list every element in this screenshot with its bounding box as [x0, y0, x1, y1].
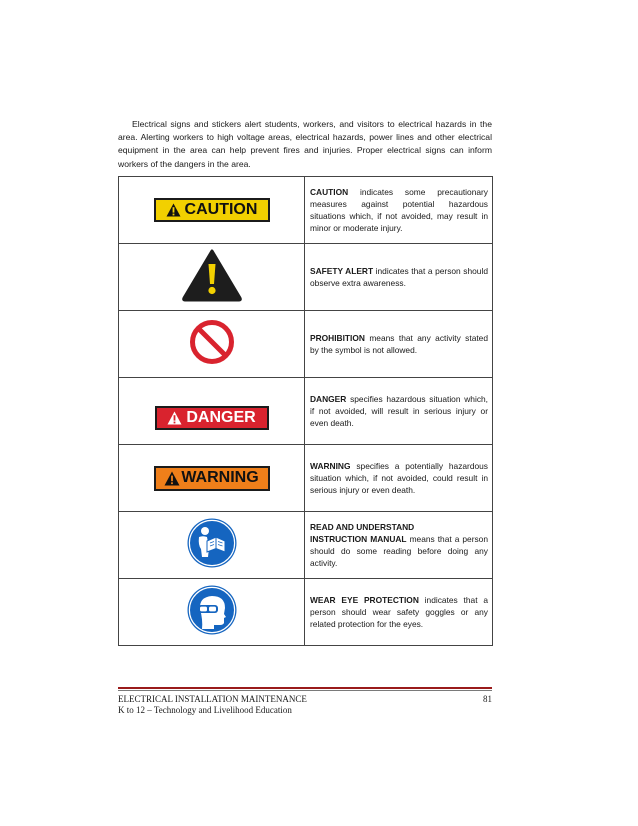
description-cell [305, 579, 493, 646]
table-row [119, 445, 493, 512]
term-read-line1: READ AND UNDERSTAND [310, 521, 415, 532]
desc-caution: indicates some precautionary measures against potential hazardous situations which, if not avoided, may result in minor or moderate injury. [310, 186, 488, 234]
desc-eye-protection: indicates that a person should wear safety goggles or any related protection for the eyes. [310, 594, 488, 630]
table-row [119, 512, 493, 579]
table-row [119, 177, 493, 244]
symbol-cell [119, 445, 305, 512]
page-number: 81 [483, 694, 492, 704]
footer-program: K to 12 – Technology and Livelihood Education [118, 705, 292, 715]
read-manual-icon [186, 517, 238, 569]
warning-sign-label: WARNING [181, 469, 259, 486]
symbol-cell [119, 512, 305, 579]
intro-paragraph: Electrical signs and stickers alert students, workers, and visitors to electrical hazards in the area. Alerting workers to high voltage areas, electrical hazards, power lines and other electrical equipment in the area can help prevent fires and injuries. Proper electrical signs can inform workers of the dangers in the area. [118, 119, 492, 169]
term-danger: DANGER [310, 393, 347, 404]
warning-sign-icon [154, 466, 270, 491]
prohibition-circle-icon [189, 319, 235, 365]
desc-prohibition: means that any activity stated by the symbol is not allowed. [310, 332, 488, 355]
danger-sign-icon [155, 406, 269, 430]
footer [118, 694, 307, 716]
description-cell [305, 445, 493, 512]
term-prohibition: PROHIBITION [310, 332, 365, 343]
symbol-cell [119, 244, 305, 311]
table-row [119, 378, 493, 445]
table-row [119, 579, 493, 646]
table-row [119, 244, 493, 311]
footer-rule-thin [118, 690, 492, 691]
term-eye-protection: WEAR EYE PROTECTION [310, 594, 419, 605]
caution-sign-icon [154, 198, 270, 222]
symbol-cell [119, 311, 305, 378]
signs-table [118, 176, 493, 646]
term-caution: CAUTION [310, 186, 349, 197]
description-cell [305, 512, 493, 579]
description-cell [305, 378, 493, 445]
symbol-cell [119, 177, 305, 244]
desc-danger: specifies hazardous situation which, if not avoided, will result in serious injury or even death. [310, 393, 488, 429]
danger-sign-label: DANGER [186, 409, 256, 426]
description-cell [305, 311, 493, 378]
footer-rule [118, 687, 492, 689]
desc-safety-alert: indicates that a person should observe extra awareness. [310, 265, 488, 288]
symbol-cell [119, 378, 305, 445]
safety-alert-triangle-icon [181, 248, 243, 302]
footer-course-title: ELECTRICAL INSTALLATION MAINTENANCE [118, 694, 307, 704]
description-cell [305, 177, 493, 244]
term-safety-alert: SAFETY ALERT [310, 265, 374, 276]
term-read-line2: INSTRUCTION MANUAL [310, 533, 407, 544]
eye-protection-icon [186, 584, 238, 636]
desc-read-manual: means that a person should do some reading before doing any activity. [310, 533, 489, 569]
desc-warning: specifies a potentially hazardous situation which, if not avoided, could result in serious injury or even death. [310, 460, 488, 496]
table-row [119, 311, 493, 378]
term-warning: WARNING [310, 460, 351, 471]
description-cell [305, 244, 493, 311]
caution-sign-label: CAUTION [184, 201, 258, 218]
symbol-cell [119, 579, 305, 646]
